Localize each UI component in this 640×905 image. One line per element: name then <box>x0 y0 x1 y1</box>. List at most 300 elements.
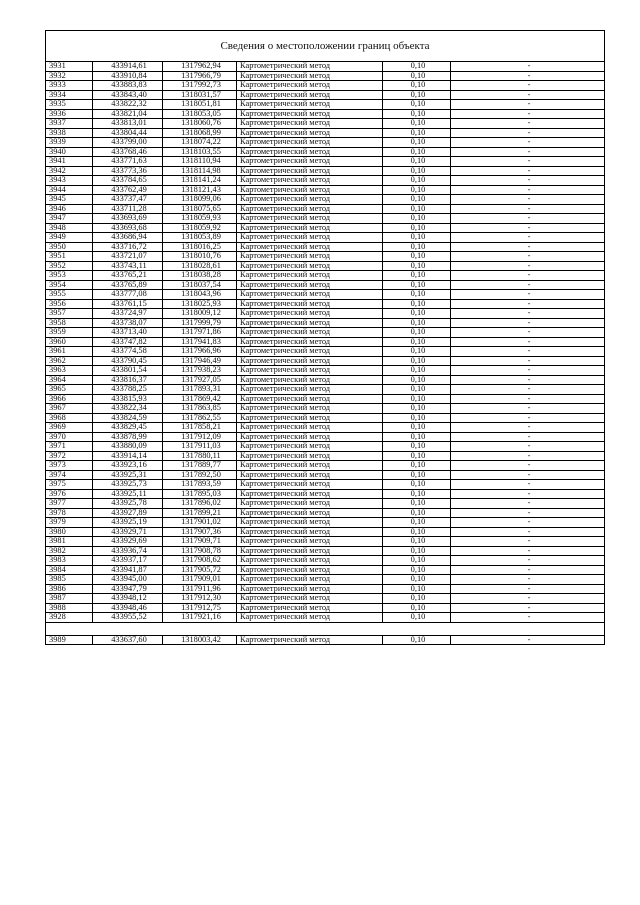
accuracy-cell: 0,10 <box>383 442 451 452</box>
y-coordinate-cell: 1317909,71 <box>163 537 237 547</box>
method-cell: Картометрический метод <box>237 356 383 366</box>
point-number-cell: 3928 <box>46 613 93 623</box>
y-coordinate-cell: 1317912,09 <box>163 432 237 442</box>
accuracy-cell: 0,10 <box>383 432 451 442</box>
accuracy-cell: 0,10 <box>383 451 451 461</box>
method-cell: Картометрический метод <box>237 100 383 110</box>
point-number-cell: 3988 <box>46 603 93 613</box>
y-coordinate-cell: 1317889,77 <box>163 461 237 471</box>
method-cell: Картометрический метод <box>237 413 383 423</box>
method-cell: Картометрический метод <box>237 556 383 566</box>
method-cell: Картометрический метод <box>237 423 383 433</box>
y-coordinate-cell: 1318009,12 <box>163 309 237 319</box>
point-number-cell: 3984 <box>46 565 93 575</box>
note-cell: - <box>451 261 605 271</box>
accuracy-cell: 0,10 <box>383 461 451 471</box>
note-cell: - <box>451 128 605 138</box>
x-coordinate-cell: 433925,73 <box>93 480 163 490</box>
table-row <box>46 204 605 214</box>
accuracy-cell: 0,10 <box>383 166 451 176</box>
x-coordinate-cell: 433773,36 <box>93 166 163 176</box>
note-cell: - <box>451 375 605 385</box>
method-cell: Картометрический метод <box>237 594 383 604</box>
table-row <box>46 157 605 167</box>
x-coordinate-cell: 433878,99 <box>93 432 163 442</box>
x-coordinate-cell: 433910,84 <box>93 71 163 81</box>
note-cell: - <box>451 366 605 376</box>
x-coordinate-cell: 433945,00 <box>93 575 163 585</box>
note-cell: - <box>451 90 605 100</box>
method-cell: Картометрический метод <box>237 299 383 309</box>
x-coordinate-cell: 433738,07 <box>93 318 163 328</box>
table-row <box>46 309 605 319</box>
accuracy-cell: 0,10 <box>383 356 451 366</box>
table-row <box>46 81 605 91</box>
note-cell: - <box>451 71 605 81</box>
y-coordinate-cell: 1317895,03 <box>163 489 237 499</box>
point-number-cell: 3956 <box>46 299 93 309</box>
y-coordinate-cell: 1317908,62 <box>163 556 237 566</box>
table-row <box>46 356 605 366</box>
x-coordinate-cell: 433737,47 <box>93 195 163 205</box>
y-coordinate-cell: 1317905,72 <box>163 565 237 575</box>
y-coordinate-cell: 1317893,31 <box>163 385 237 395</box>
table-row <box>46 100 605 110</box>
table-row <box>46 252 605 262</box>
note-cell: - <box>451 195 605 205</box>
x-coordinate-cell: 433824,59 <box>93 413 163 423</box>
table-row <box>46 185 605 195</box>
table-row <box>46 366 605 376</box>
table-row <box>46 594 605 604</box>
note-cell: - <box>451 527 605 537</box>
method-cell: Картометрический метод <box>237 432 383 442</box>
point-number-cell: 3980 <box>46 527 93 537</box>
method-cell: Картометрический метод <box>237 204 383 214</box>
accuracy-cell: 0,10 <box>383 261 451 271</box>
method-cell: Картометрический метод <box>237 575 383 585</box>
point-number-cell: 3948 <box>46 223 93 233</box>
method-cell: Картометрический метод <box>237 451 383 461</box>
y-coordinate-cell: 1317938,23 <box>163 366 237 376</box>
table-row <box>46 318 605 328</box>
accuracy-cell: 0,10 <box>383 328 451 338</box>
method-cell: Картометрический метод <box>237 261 383 271</box>
y-coordinate-cell: 1317858,21 <box>163 423 237 433</box>
x-coordinate-cell: 433784,65 <box>93 176 163 186</box>
accuracy-cell: 0,10 <box>383 527 451 537</box>
point-number-cell: 3949 <box>46 233 93 243</box>
x-coordinate-cell: 433948,46 <box>93 603 163 613</box>
note-cell: - <box>451 318 605 328</box>
note-cell: - <box>451 537 605 547</box>
point-number-cell: 3978 <box>46 508 93 518</box>
x-coordinate-cell: 433686,94 <box>93 233 163 243</box>
table-row <box>46 166 605 176</box>
note-cell: - <box>451 252 605 262</box>
method-cell: Картометрический метод <box>237 613 383 623</box>
note-cell: - <box>451 461 605 471</box>
x-coordinate-cell: 433925,11 <box>93 489 163 499</box>
y-coordinate-cell: 1317946,49 <box>163 356 237 366</box>
point-number-cell: 3987 <box>46 594 93 604</box>
point-number-cell: 3934 <box>46 90 93 100</box>
point-number-cell: 3977 <box>46 499 93 509</box>
table-row <box>46 432 605 442</box>
y-coordinate-cell: 1318016,25 <box>163 242 237 252</box>
x-coordinate-cell: 433947,79 <box>93 584 163 594</box>
accuracy-cell: 0,10 <box>383 280 451 290</box>
accuracy-cell: 0,10 <box>383 90 451 100</box>
table-row <box>46 375 605 385</box>
accuracy-cell: 0,10 <box>383 603 451 613</box>
note-cell: - <box>451 442 605 452</box>
y-coordinate-cell: 1318028,61 <box>163 261 237 271</box>
y-coordinate-cell: 1318051,81 <box>163 100 237 110</box>
x-coordinate-cell: 433768,46 <box>93 147 163 157</box>
accuracy-cell: 0,10 <box>383 128 451 138</box>
y-coordinate-cell: 1318099,06 <box>163 195 237 205</box>
table-row <box>46 299 605 309</box>
point-number-cell: 3933 <box>46 81 93 91</box>
method-cell: Картометрический метод <box>237 537 383 547</box>
point-number-cell: 3953 <box>46 271 93 281</box>
table-row <box>46 565 605 575</box>
table-row <box>46 499 605 509</box>
table-row <box>46 451 605 461</box>
accuracy-cell: 0,10 <box>383 635 451 645</box>
y-coordinate-cell: 1318037,54 <box>163 280 237 290</box>
method-cell: Картометрический метод <box>237 565 383 575</box>
note-cell: - <box>451 147 605 157</box>
note-cell: - <box>451 385 605 395</box>
table-gap <box>45 623 605 635</box>
table-row <box>46 71 605 81</box>
point-number-cell: 3946 <box>46 204 93 214</box>
note-cell: - <box>451 480 605 490</box>
table-row <box>46 489 605 499</box>
table-row <box>46 347 605 357</box>
accuracy-cell: 0,10 <box>383 195 451 205</box>
note-cell: - <box>451 337 605 347</box>
point-number-cell: 3973 <box>46 461 93 471</box>
y-coordinate-cell: 1317927,05 <box>163 375 237 385</box>
note-cell: - <box>451 100 605 110</box>
y-coordinate-cell: 1317892,50 <box>163 470 237 480</box>
x-coordinate-cell: 433721,07 <box>93 252 163 262</box>
accuracy-cell: 0,10 <box>383 499 451 509</box>
method-cell: Картометрический метод <box>237 176 383 186</box>
method-cell: Картометрический метод <box>237 252 383 262</box>
x-coordinate-cell: 433711,28 <box>93 204 163 214</box>
accuracy-cell: 0,10 <box>383 176 451 186</box>
x-coordinate-cell: 433925,31 <box>93 470 163 480</box>
note-cell: - <box>451 309 605 319</box>
y-coordinate-cell: 1318074,22 <box>163 138 237 148</box>
point-number-cell: 3954 <box>46 280 93 290</box>
note-cell: - <box>451 556 605 566</box>
y-coordinate-cell: 1317992,73 <box>163 81 237 91</box>
point-number-cell: 3979 <box>46 518 93 528</box>
accuracy-cell: 0,10 <box>383 385 451 395</box>
accuracy-cell: 0,10 <box>383 537 451 547</box>
x-coordinate-cell: 433923,16 <box>93 461 163 471</box>
method-cell: Картометрический метод <box>237 366 383 376</box>
table-row <box>46 328 605 338</box>
y-coordinate-cell: 1317999,79 <box>163 318 237 328</box>
accuracy-cell: 0,10 <box>383 71 451 81</box>
accuracy-cell: 0,10 <box>383 594 451 604</box>
note-cell: - <box>451 233 605 243</box>
x-coordinate-cell: 433843,40 <box>93 90 163 100</box>
accuracy-cell: 0,10 <box>383 480 451 490</box>
method-cell: Картометрический метод <box>237 138 383 148</box>
x-coordinate-cell: 433762,49 <box>93 185 163 195</box>
table-row <box>46 635 605 645</box>
y-coordinate-cell: 1318121,43 <box>163 185 237 195</box>
point-number-cell: 3944 <box>46 185 93 195</box>
point-number-cell: 3951 <box>46 252 93 262</box>
y-coordinate-cell: 1317971,86 <box>163 328 237 338</box>
note-cell: - <box>451 613 605 623</box>
accuracy-cell: 0,10 <box>383 375 451 385</box>
note-cell: - <box>451 394 605 404</box>
x-coordinate-cell: 433936,74 <box>93 546 163 556</box>
x-coordinate-cell: 433804,44 <box>93 128 163 138</box>
accuracy-cell: 0,10 <box>383 157 451 167</box>
note-cell: - <box>451 138 605 148</box>
note-cell: - <box>451 157 605 167</box>
table-row <box>46 537 605 547</box>
x-coordinate-cell: 433937,17 <box>93 556 163 566</box>
note-cell: - <box>451 404 605 414</box>
table-row <box>46 337 605 347</box>
y-coordinate-cell: 1318059,92 <box>163 223 237 233</box>
accuracy-cell: 0,10 <box>383 233 451 243</box>
table-title: Сведения о местоположении границ объекта <box>45 30 605 61</box>
x-coordinate-cell: 433771,63 <box>93 157 163 167</box>
accuracy-cell: 0,10 <box>383 508 451 518</box>
x-coordinate-cell: 433941,87 <box>93 565 163 575</box>
note-cell: - <box>451 185 605 195</box>
point-number-cell: 3982 <box>46 546 93 556</box>
note-cell: - <box>451 546 605 556</box>
note-cell: - <box>451 635 605 645</box>
method-cell: Картометрический метод <box>237 318 383 328</box>
x-coordinate-cell: 433716,72 <box>93 242 163 252</box>
note-cell: - <box>451 575 605 585</box>
x-coordinate-cell: 433929,71 <box>93 527 163 537</box>
y-coordinate-cell: 1317911,03 <box>163 442 237 452</box>
note-cell: - <box>451 423 605 433</box>
y-coordinate-cell: 1317880,11 <box>163 451 237 461</box>
point-number-cell: 3940 <box>46 147 93 157</box>
method-cell: Картометрический метод <box>237 90 383 100</box>
method-cell: Картометрический метод <box>237 147 383 157</box>
table-row <box>46 584 605 594</box>
note-cell: - <box>451 223 605 233</box>
accuracy-cell: 0,10 <box>383 185 451 195</box>
point-number-cell: 3964 <box>46 375 93 385</box>
method-cell: Картометрический метод <box>237 470 383 480</box>
note-cell: - <box>451 62 605 72</box>
point-number-cell: 3959 <box>46 328 93 338</box>
y-coordinate-cell: 1317912,75 <box>163 603 237 613</box>
y-coordinate-cell: 1318060,76 <box>163 119 237 129</box>
note-cell: - <box>451 565 605 575</box>
table-row <box>46 442 605 452</box>
x-coordinate-cell: 433822,32 <box>93 100 163 110</box>
point-number-cell: 3962 <box>46 356 93 366</box>
method-cell: Картометрический метод <box>237 385 383 395</box>
method-cell: Картометрический метод <box>237 442 383 452</box>
y-coordinate-cell: 1318038,28 <box>163 271 237 281</box>
accuracy-cell: 0,10 <box>383 223 451 233</box>
table-row <box>46 461 605 471</box>
note-cell: - <box>451 518 605 528</box>
table-row <box>46 290 605 300</box>
note-cell: - <box>451 214 605 224</box>
accuracy-cell: 0,10 <box>383 394 451 404</box>
accuracy-cell: 0,10 <box>383 252 451 262</box>
accuracy-cell: 0,10 <box>383 62 451 72</box>
y-coordinate-cell: 1317869,42 <box>163 394 237 404</box>
method-cell: Картометрический метод <box>237 394 383 404</box>
accuracy-cell: 0,10 <box>383 556 451 566</box>
x-coordinate-cell: 433637,60 <box>93 635 163 645</box>
y-coordinate-cell: 1318110,94 <box>163 157 237 167</box>
table-row <box>46 613 605 623</box>
point-number-cell: 3943 <box>46 176 93 186</box>
y-coordinate-cell: 1318103,55 <box>163 147 237 157</box>
point-number-cell: 3986 <box>46 584 93 594</box>
note-cell: - <box>451 242 605 252</box>
table-row <box>46 603 605 613</box>
x-coordinate-cell: 433765,21 <box>93 271 163 281</box>
method-cell: Картометрический метод <box>237 157 383 167</box>
accuracy-cell: 0,10 <box>383 413 451 423</box>
x-coordinate-cell: 433777,08 <box>93 290 163 300</box>
point-number-cell: 3989 <box>46 635 93 645</box>
point-number-cell: 3965 <box>46 385 93 395</box>
point-number-cell: 3967 <box>46 404 93 414</box>
x-coordinate-cell: 433774,58 <box>93 347 163 357</box>
method-cell: Картометрический метод <box>237 584 383 594</box>
x-coordinate-cell: 433799,00 <box>93 138 163 148</box>
table-row <box>46 280 605 290</box>
y-coordinate-cell: 1318068,99 <box>163 128 237 138</box>
method-cell: Картометрический метод <box>237 195 383 205</box>
accuracy-cell: 0,10 <box>383 81 451 91</box>
note-cell: - <box>451 290 605 300</box>
accuracy-cell: 0,10 <box>383 518 451 528</box>
point-number-cell: 3932 <box>46 71 93 81</box>
x-coordinate-cell: 433914,61 <box>93 62 163 72</box>
x-coordinate-cell: 433788,25 <box>93 385 163 395</box>
y-coordinate-cell: 1318059,93 <box>163 214 237 224</box>
extra-coordinates-table <box>45 635 605 646</box>
method-cell: Картометрический метод <box>237 223 383 233</box>
point-number-cell: 3970 <box>46 432 93 442</box>
table-row <box>46 385 605 395</box>
x-coordinate-cell: 433829,45 <box>93 423 163 433</box>
accuracy-cell: 0,10 <box>383 290 451 300</box>
method-cell: Картометрический метод <box>237 280 383 290</box>
table-row <box>46 413 605 423</box>
x-coordinate-cell: 433927,89 <box>93 508 163 518</box>
point-number-cell: 3937 <box>46 119 93 129</box>
note-cell: - <box>451 451 605 461</box>
accuracy-cell: 0,10 <box>383 138 451 148</box>
table-row <box>46 195 605 205</box>
y-coordinate-cell: 1317893,59 <box>163 480 237 490</box>
method-cell: Картометрический метод <box>237 635 383 645</box>
x-coordinate-cell: 433724,97 <box>93 309 163 319</box>
accuracy-cell: 0,10 <box>383 100 451 110</box>
method-cell: Картометрический метод <box>237 109 383 119</box>
point-number-cell: 3952 <box>46 261 93 271</box>
note-cell: - <box>451 594 605 604</box>
table-row <box>46 575 605 585</box>
method-cell: Картометрический метод <box>237 546 383 556</box>
y-coordinate-cell: 1317907,36 <box>163 527 237 537</box>
point-number-cell: 3966 <box>46 394 93 404</box>
method-cell: Картометрический метод <box>237 214 383 224</box>
accuracy-cell: 0,10 <box>383 337 451 347</box>
point-number-cell: 3941 <box>46 157 93 167</box>
note-cell: - <box>451 413 605 423</box>
x-coordinate-cell: 433925,78 <box>93 499 163 509</box>
table-row <box>46 404 605 414</box>
method-cell: Картометрический метод <box>237 309 383 319</box>
y-coordinate-cell: 1317901,02 <box>163 518 237 528</box>
point-number-cell: 3981 <box>46 537 93 547</box>
y-coordinate-cell: 1317896,02 <box>163 499 237 509</box>
x-coordinate-cell: 433765,89 <box>93 280 163 290</box>
table-row <box>46 223 605 233</box>
x-coordinate-cell: 433815,93 <box>93 394 163 404</box>
note-cell: - <box>451 356 605 366</box>
x-coordinate-cell: 433929,69 <box>93 537 163 547</box>
table-row <box>46 147 605 157</box>
y-coordinate-cell: 1317966,96 <box>163 347 237 357</box>
point-number-cell: 3985 <box>46 575 93 585</box>
point-number-cell: 3947 <box>46 214 93 224</box>
method-cell: Картометрический метод <box>237 271 383 281</box>
x-coordinate-cell: 433693,69 <box>93 214 163 224</box>
y-coordinate-cell: 1318053,05 <box>163 109 237 119</box>
note-cell: - <box>451 347 605 357</box>
x-coordinate-cell: 433914,14 <box>93 451 163 461</box>
table-row <box>46 242 605 252</box>
point-number-cell: 3961 <box>46 347 93 357</box>
method-cell: Картометрический метод <box>237 375 383 385</box>
note-cell: - <box>451 432 605 442</box>
y-coordinate-cell: 1317908,78 <box>163 546 237 556</box>
accuracy-cell: 0,10 <box>383 404 451 414</box>
method-cell: Картометрический метод <box>237 527 383 537</box>
x-coordinate-cell: 433816,37 <box>93 375 163 385</box>
method-cell: Картометрический метод <box>237 128 383 138</box>
point-number-cell: 3936 <box>46 109 93 119</box>
point-number-cell: 3976 <box>46 489 93 499</box>
y-coordinate-cell: 1318043,96 <box>163 290 237 300</box>
table-row <box>46 480 605 490</box>
accuracy-cell: 0,10 <box>383 565 451 575</box>
table-row <box>46 271 605 281</box>
x-coordinate-cell: 433713,40 <box>93 328 163 338</box>
note-cell: - <box>451 119 605 129</box>
